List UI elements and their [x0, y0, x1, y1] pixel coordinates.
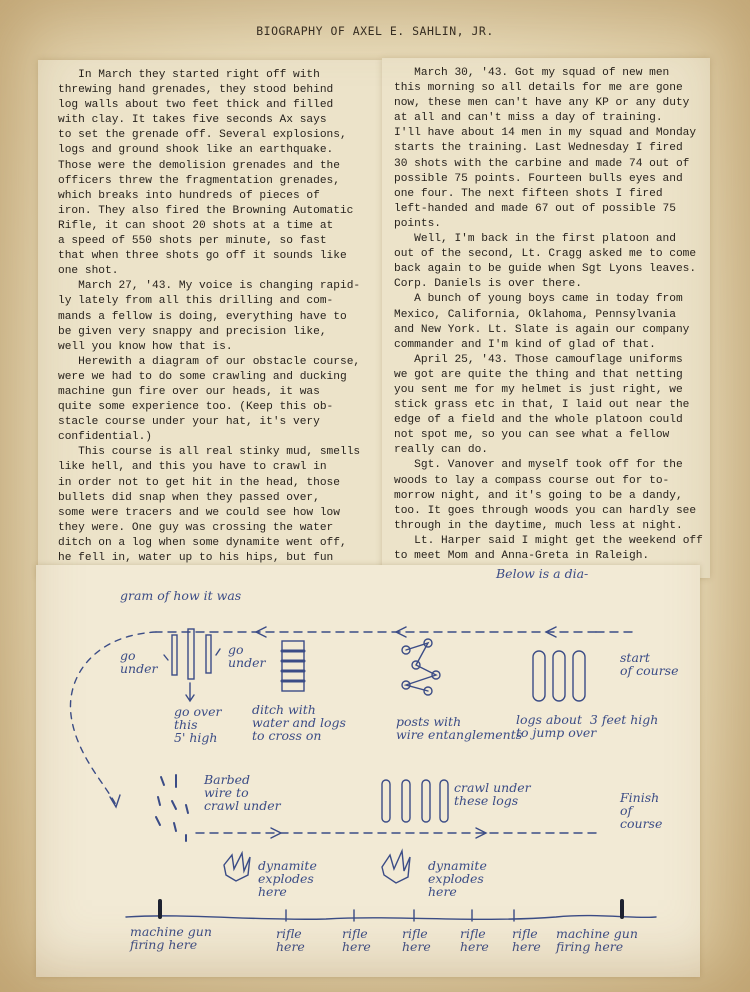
label-barbed-wire: Barbed wire to crawl under: [204, 772, 281, 813]
obstacle-course-diagram: [36, 565, 700, 977]
dynamite-scribble-2: [382, 851, 410, 883]
ground-line: [126, 916, 656, 920]
loop-arrow: [110, 795, 120, 807]
top-arrow-3: [256, 627, 266, 637]
label-rifle-3: rifle here: [402, 926, 431, 954]
right-column-text: March 30, '43. Got my squad of new men this morning so all details for me are gone now, these men can't have any KP or any duty at all and can't miss a day of training. I'll have about 14 men in my squad and Monday starts the training. Last Wednesday I fired 30 shots with the carbine and made 74 out of possible 75 points. Fourteen bulls eyes and one four. The next fifteen shots I fired left-handed and made 67 out of possible 75 points. Well, I'm back in the first platoon and out of the second, Lt. Cragg asked me to come back again to be guide when Sgt Lyons leaves. Corp. Daniels is over there. A bunch of young boys came in today from Mexico, California, Oklahoma, Pennsylvania and New York. Lt. Slate is again our company commander and I'm kind of glad of that. April 25, '43. Those camouflage uniforms we got are quite the thing and that netting you sent me for my helmet is just right, we stick grass etc in that, I laid out near the edge of a field and the whole platoon could not spot me, so you can see what a fellow really can do. Sgt. Vanover and myself took off for the woods to lay a compass course out for to- morrow night, and it's going to be a dandy, too. It goes through woods you can hardly see through in the daytime, much less at night. Lt. Harper said I might get the weekend off to meet Mom and Anna-Greta in Raleigh.: [394, 67, 703, 562]
ditch: [282, 641, 304, 691]
typed-sheet-right: [382, 58, 710, 581]
posts-with-wire: [402, 639, 440, 695]
dynamite-scribble-1: [224, 853, 250, 881]
label-dynamite-1: dynamite explodes here: [258, 858, 317, 899]
label-go-over: go over this 5' high: [174, 704, 222, 745]
go-under-bar-2: [188, 629, 194, 679]
top-arrow-2: [396, 627, 406, 637]
barbed-wire-posts: [156, 775, 188, 841]
crawl-log-2: [402, 780, 410, 822]
label-crawl-logs: crawl under these logs: [454, 780, 531, 808]
left-column-text: In March they started right off with threwing hand grenades, they stood behind log walls about two feet thick and filled with clay. It takes five seconds Ax says to set the grenade off. Several explosions, logs and ground shook like an earthquake. Those were the demolision grenades and the officers threw the fragmentation grenades, which breaks into hundreds of pieces of iron. They also fired the Browning Automatic Rifle, it can shoot 20 shots at a time at a speed of 550 shots per minute, so fast that when three shots go off it sounds like one shot. March 27, '43. My voice is changing rapid- ly lately from all this drilling and com- mands a fellow is doing, everything have to be given very snappy and precision like, well you know how that is. Herewith a diagram of our obstacle course, were we had to do some crawling and ducking machine gun fire over our heads, it was quite some experience too. (Keep this ob- stacle course under your hat, it's very confidential.) This course is all real stinky mud, smells like hell, and this you have to crawl in in order not to get hit in the head, those bullets did snap when they passed over, some were tracers and we could see how low they were. One guy was crossing the water ditch on a log when some dynamite went off, he fell in, water up to his hips, but fun: [58, 69, 361, 564]
label-ditch: ditch with water and logs to cross on: [252, 702, 346, 743]
label-rifle-4: rifle here: [460, 926, 489, 954]
go-under-arrow-left: [164, 655, 168, 660]
go-over-arrow: [186, 683, 194, 701]
crawl-log-4: [440, 780, 448, 822]
label-logs-jump: logs about 3 feet high to jump over: [516, 712, 659, 740]
crawl-log-1: [382, 780, 390, 822]
label-mg-right: machine gun firing here: [556, 926, 638, 954]
crawl-log-3: [422, 780, 430, 822]
label-dynamite-2: dynamite explodes here: [428, 858, 487, 899]
label-finish: Finish of course: [620, 790, 663, 831]
label-start: start of course: [620, 650, 679, 678]
label-posts: posts with wire entanglements: [396, 714, 523, 742]
diagram-drawing: [36, 565, 700, 977]
jump-log-1: [533, 651, 545, 701]
jump-log-3: [573, 651, 585, 701]
label-go-under-left: go under: [120, 648, 158, 676]
page-title: BIOGRAPHY OF AXEL E. SAHLIN, JR.: [256, 24, 494, 38]
go-under-bar-1: [172, 635, 177, 675]
label-go-under-right: go under: [228, 642, 266, 670]
caption-line-2: gram of how it was: [120, 588, 242, 603]
label-rifle-5: rifle here: [512, 926, 541, 954]
go-under-bar-3: [206, 635, 211, 673]
label-rifle-2: rifle here: [342, 926, 371, 954]
go-under-arrow-right: [216, 649, 220, 655]
label-rifle-1: rifle here: [276, 926, 305, 954]
ditch-logs: [282, 651, 304, 681]
label-mg-left: machine gun firing here: [130, 924, 212, 952]
jump-log-2: [553, 651, 565, 701]
caption-line-1: Below is a dia-: [496, 566, 589, 581]
typed-sheet-left: [38, 60, 382, 578]
